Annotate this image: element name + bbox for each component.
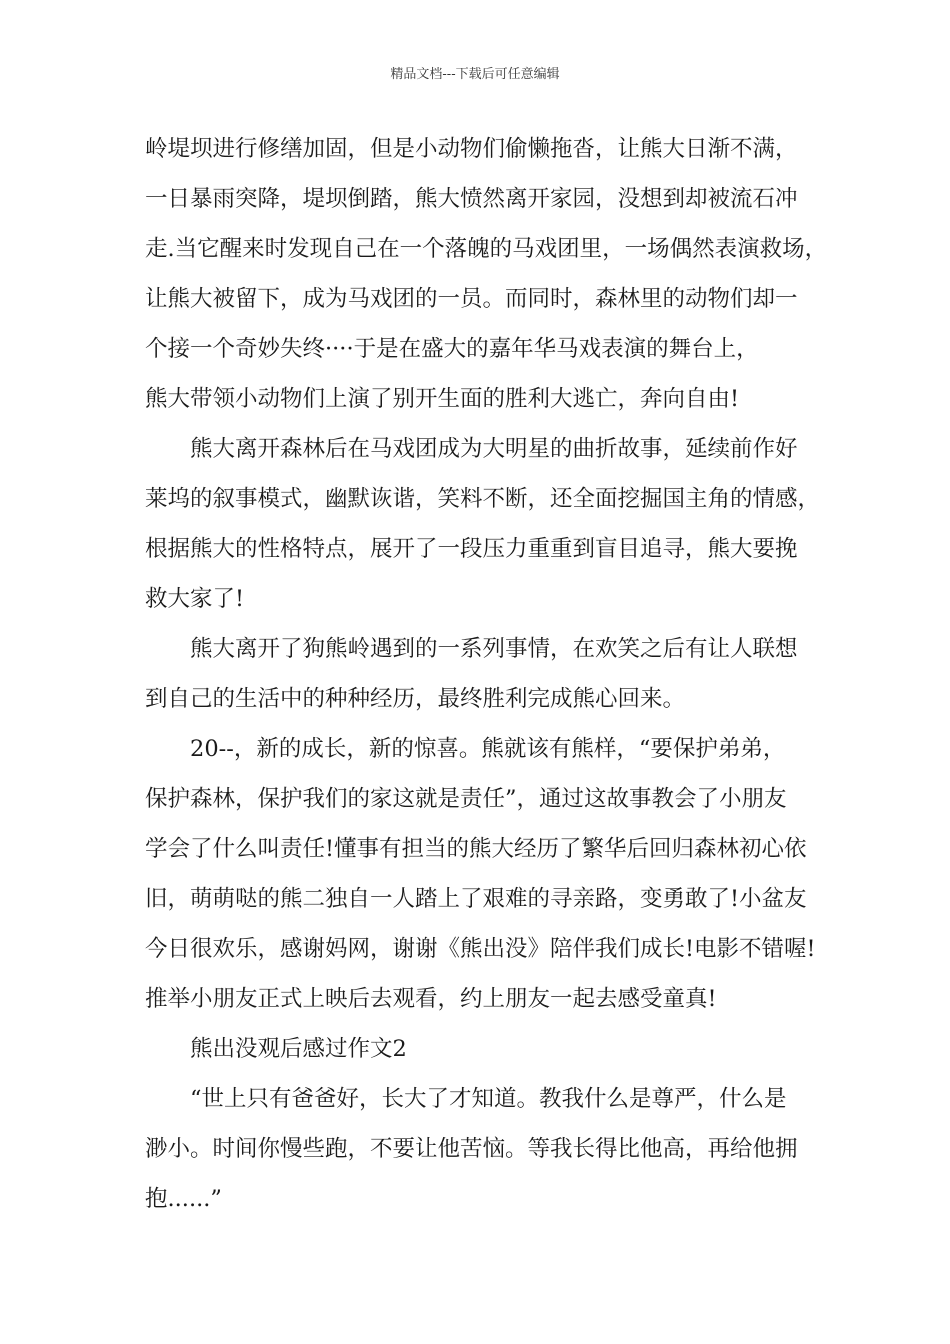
text-line: 熊大离开了狗熊岭遇到的一系列事情，在欢笑之后有让人联想	[190, 636, 798, 662]
text-line: 走.当它醒来时发现自己在一个落魄的马戏团里，一场偶然表演救场，	[145, 236, 828, 262]
text-line: 莱坞的叙事模式，幽默诙谐，笑料不断，还全面挖掘国主角的情感，	[145, 486, 821, 512]
text-line: 救大家了!	[145, 586, 245, 612]
document-body	[145, 124, 828, 1224]
page-header: 精品文档---下载后可任意编辑	[390, 67, 560, 82]
text-line: 熊大带领小动物们上演了别开生面的胜利大逃亡，奔向自由!	[145, 386, 740, 412]
text-line: 根据熊大的性格特点，展开了一段压力重重到盲目追寻，熊大要挽	[145, 536, 798, 562]
section-heading: 熊出没观后感过作文2	[190, 1036, 407, 1062]
text-line: 让熊大被留下，成为马戏团的一员。而同时，森林里的动物们却一	[145, 286, 798, 312]
text-line: 今日很欢乐，感谢妈网，谢谢《熊出没》陪伴我们成长!电影不错喔!	[145, 936, 816, 962]
text-line: 学会了什么叫责任!懂事有担当的熊大经历了繁华后回归森林初心依	[145, 836, 807, 862]
text-line: 岭堤坝进行修缮加固，但是小动物们偷懒拖沓，让熊大日渐不满，	[145, 136, 798, 162]
text-line: 到自己的生活中的种种经历，最终胜利完成熊心回来。	[145, 686, 686, 712]
text-line: 推举小朋友正式上映后去观看，约上朋友一起去感受童真!	[145, 986, 717, 1012]
text-line: 20--，新的成长，新的惊喜。熊就该有熊样，“要保护弟弟，	[190, 736, 786, 762]
text-line: 个接一个奇妙失终····于是在盛大的嘉年华马戏表演的舞台上，	[145, 336, 759, 362]
text-line: 保护森林，保护我们的家这就是责任”，通过这故事教会了小朋友	[145, 786, 787, 812]
text-line: 一日暴雨突降，堤坝倒踏，熊大愤然离开家园，没想到却被流石冲	[145, 186, 798, 212]
text-line: 旧，萌萌哒的熊二独自一人踏上了艰难的寻亲路，变勇敢了!小盆友	[145, 886, 807, 912]
text-line: “世上只有爸爸好，长大了才知道。教我什么是尊严，什么是	[190, 1086, 787, 1112]
text-line: 抱......”	[145, 1186, 222, 1212]
text-line: 渺小。时间你慢些跑，不要让他苦恼。等我长得比他高，再给他拥	[145, 1136, 798, 1162]
text-line: 熊大离开森林后在马戏团成为大明星的曲折故事，延续前作好	[190, 436, 798, 462]
